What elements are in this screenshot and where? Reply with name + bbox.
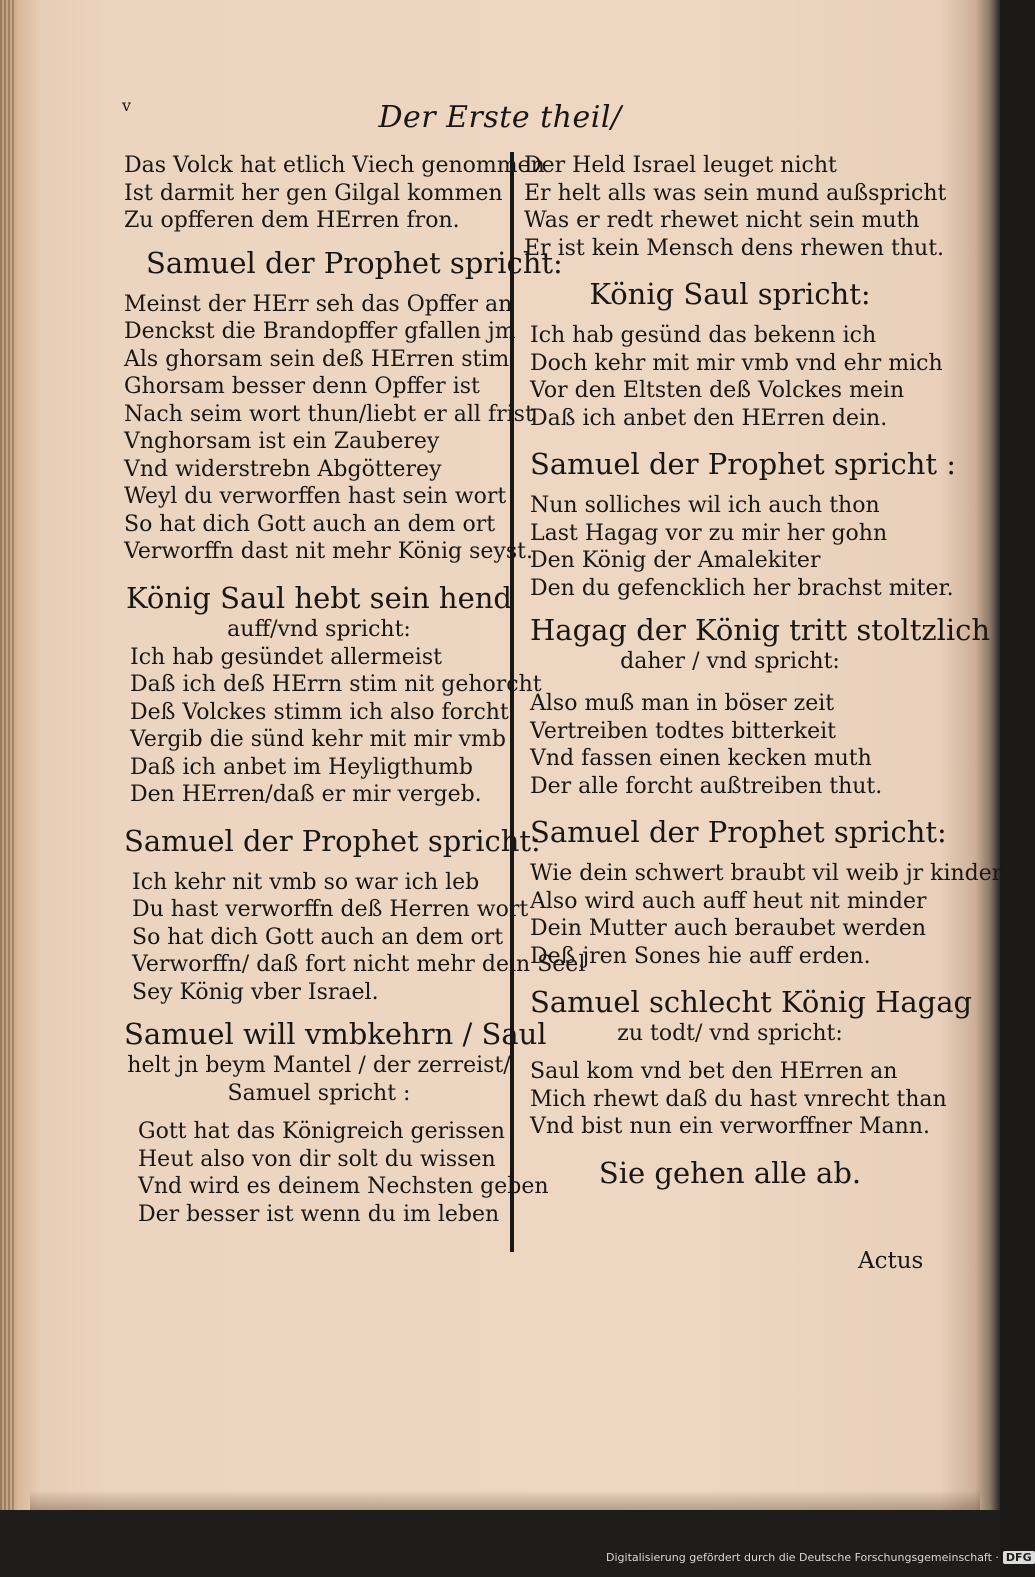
speaker-heading: Hagag der König tritt stoltzlich: [530, 613, 991, 647]
verse-line: Nach seim wort thun/liebt er all frist: [124, 401, 534, 427]
speaker-heading-sub: zu todt/ vnd spricht:: [617, 1021, 843, 1046]
verse-line: Ist darmit her gen Gilgal kommen: [124, 180, 503, 206]
verse-line: Daß ich anbet den HErren dein.: [530, 405, 888, 431]
speaker-heading: Samuel schlecht König Hagag: [530, 985, 973, 1019]
verse-line: Weyl du verworffen hast sein wort: [124, 484, 507, 509]
verse-line: Ghorsam besser denn Opffer ist: [124, 374, 480, 399]
verse-block: [124, 1118, 549, 1228]
speaker-heading-sub: daher / vnd spricht:: [620, 649, 840, 674]
verse-line: Den du gefencklich her brachst miter.: [530, 575, 954, 601]
page-shadow: [30, 1490, 980, 1512]
verse-line: Also wird auch auff heut nit minder: [530, 888, 927, 914]
exit-direction: Sie gehen alle ab.: [598, 1155, 862, 1190]
verse-line: Vnd bist nun ein verworffner Mann.: [530, 1114, 930, 1139]
verse-line: Was er redt rhewet nicht sein muth: [524, 208, 920, 233]
verse-block: [530, 690, 930, 800]
speaker-heading-sub: helt jn beym Mantel / der zerreist/: [127, 1053, 511, 1078]
running-head: Der Erste theil/: [378, 100, 622, 135]
verse-line: Saul kom vnd bet den HErren an: [530, 1059, 898, 1084]
verse-block: [524, 152, 947, 262]
verse-line: Ich hab gesünd das bekenn ich: [530, 323, 877, 348]
verse-line: Gott hat das Königreich gerissen: [138, 1119, 505, 1144]
verse-line: Vor den Eltsten deß Volckes mein: [530, 378, 905, 403]
verse-block: [124, 869, 586, 1007]
left-column: [124, 152, 586, 1228]
verse-block: [124, 152, 545, 235]
verse-line: Nun solliches wil ich auch thon: [530, 493, 880, 518]
verse-line: Denckst die Brandopffer gfallen jm: [124, 319, 516, 344]
verse-line: Vnd wird es deinem Nechsten geben: [138, 1174, 549, 1199]
verse-block: [530, 492, 954, 602]
speaker-heading: Samuel der Prophet spricht:: [124, 823, 541, 858]
speaker-heading-sub: Samuel spricht :: [227, 1081, 411, 1106]
verse-line: Vnd widerstrebn Abgötterey: [124, 456, 442, 482]
speaker-heading: Samuel der Prophet spricht :: [530, 447, 957, 481]
verse-line: Heut also von dir solt du wissen: [138, 1146, 496, 1172]
verse-line: Sey König vber Israel.: [132, 979, 379, 1005]
verse-line: Er helt alls was sein mund außspricht: [524, 180, 947, 206]
verse-line: Den König der Amalekiter: [530, 548, 821, 573]
verse-line: Der alle forcht außtreiben thut.: [530, 773, 883, 799]
verse-line: Der Held Israel leuget nicht: [524, 153, 837, 178]
verse-line: Daß ich deß HErrn stim nit gehorcht: [130, 672, 542, 697]
verse-line: Ich hab gesündet allermeist: [130, 644, 442, 670]
verse-line: Daß ich anbet im Heyligthumb: [130, 754, 473, 780]
scan-background: [0, 1510, 1000, 1577]
verse-line: Doch kehr mit mir vmb vnd ehr mich: [530, 350, 943, 376]
verse-line: Zu opfferen dem HErren fron.: [124, 208, 460, 233]
verse-line: Vnghorsam ist ein Zauberey: [124, 429, 440, 454]
digitization-credit: [606, 1551, 1035, 1564]
verse-line: Meinst der HErr seh das Opffer an: [124, 291, 513, 317]
speaker-heading: König Saul hebt sein hend: [126, 580, 512, 615]
verse-line: Deß jren Sones hie auff erden.: [530, 943, 871, 969]
verse-line: Also muß man in böser zeit: [530, 691, 835, 716]
verse-line: Der besser ist wenn du im leben: [138, 1201, 500, 1227]
verse-line: Verworffn dast nit mehr König seyst.: [124, 539, 533, 564]
speaker-heading: Samuel will vmbkehrn / Saul: [124, 1017, 547, 1051]
verse-line: Vergib die sünd kehr mit mir vmb: [130, 727, 506, 752]
verse-line: So hat dich Gott auch an dem ort: [124, 511, 496, 537]
catchword: Actus: [858, 1248, 924, 1274]
verse-line: So hat dich Gott auch an dem ort: [132, 924, 504, 950]
verse-block: [124, 644, 542, 809]
verse-line: Last Hagag vor zu mir her gohn: [530, 520, 888, 546]
page-edge: [0, 0, 14, 1577]
verse-line: Deß Volckes stimm ich also forcht: [130, 699, 509, 725]
verse-line: Als ghorsam sein deß HErren stim: [124, 346, 510, 372]
verse-block: [530, 322, 943, 432]
verse-line: Du hast verworffn deß Herren wort: [132, 897, 529, 922]
verse-line: Verworffn/ daß fort nicht mehr dein Seel: [132, 952, 586, 977]
digitization-note: Digitalisierung gefördert durch die Deutsche Forschungsgemeinschaft ·: [606, 1551, 999, 1564]
speaker-heading-sub: auff/vnd spricht:: [227, 616, 411, 642]
verse-block: [530, 860, 1003, 970]
signature-mark: v: [122, 96, 132, 115]
verse-block: [530, 1058, 947, 1141]
verse-line: Wie dein schwert braubt vil weib jr kinder: [530, 861, 1003, 886]
verse-block: [124, 291, 534, 566]
verse-line: Den HErren/daß er mir vergeb.: [130, 782, 482, 807]
speaker-heading: Samuel der Prophet spricht:: [530, 815, 947, 849]
right-column: [524, 152, 1003, 1191]
speaker-heading: König Saul spricht:: [589, 277, 871, 311]
verse-line: Dein Mutter auch beraubet werden: [530, 916, 927, 941]
verse-line: Vnd fassen einen kecken muth: [530, 746, 872, 771]
speaker-heading: Samuel der Prophet spricht:: [146, 245, 563, 280]
verse-line: Ich kehr nit vmb so war ich leb: [132, 869, 480, 895]
dfg-logo: DFG: [1003, 1551, 1035, 1564]
verse-line: Er ist kein Mensch dens rhewen thut.: [524, 235, 945, 261]
verse-line: Das Volck hat etlich Viech genommen: [124, 153, 545, 178]
verse-line: Vertreiben todtes bitterkeit: [530, 718, 836, 744]
verse-line: Mich rhewt daß du hast vnrecht than: [530, 1086, 947, 1112]
